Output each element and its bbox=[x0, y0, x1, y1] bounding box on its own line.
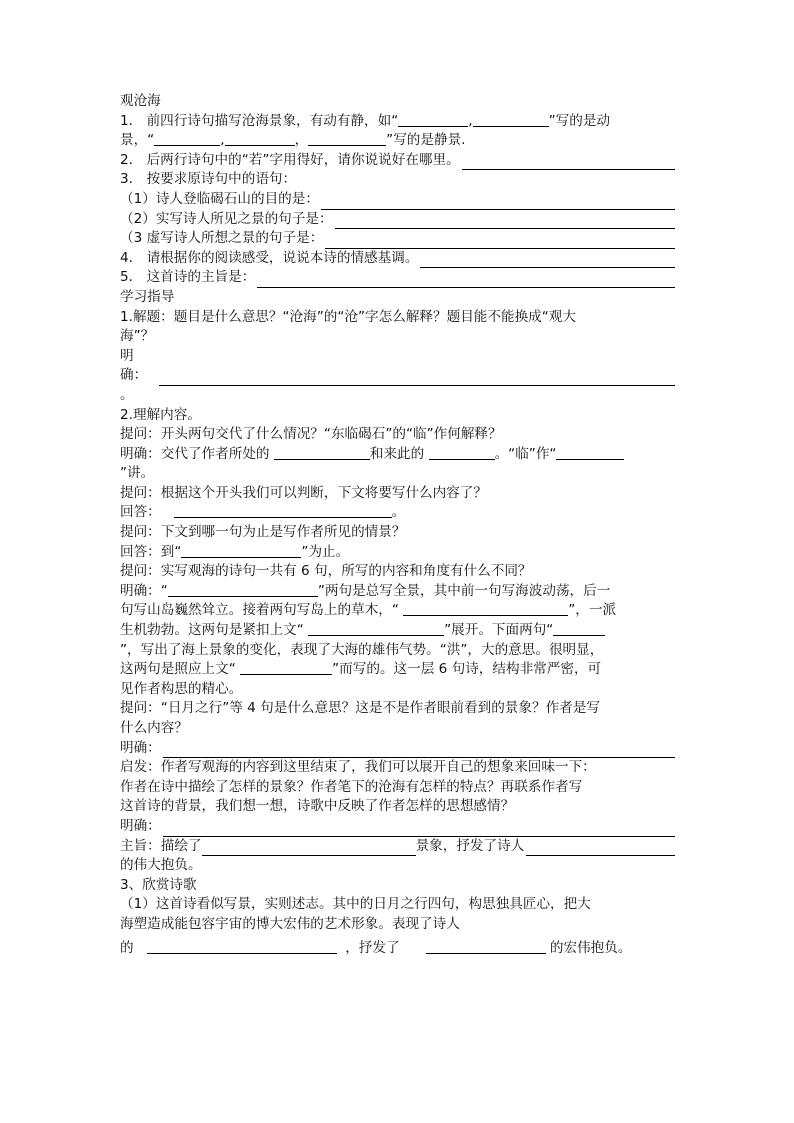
guide-1-line-2: 海”？ bbox=[120, 328, 155, 345]
answer-blank[interactable] bbox=[321, 195, 675, 210]
appreciate-line-3: 的 ，抒发了 的宏伟抱负。 bbox=[120, 939, 632, 956]
blank[interactable] bbox=[429, 445, 495, 460]
ask-5-line-1: 提问：“日月之行”等 4 句是什么意思？这是不是作者眼前看到的景象？作者是写 bbox=[120, 700, 600, 717]
blank[interactable] bbox=[147, 939, 337, 954]
hint-line-3: 这首诗的背景，我们想一想，诗歌中反映了作者怎样的思想感情？ bbox=[120, 798, 515, 815]
blank[interactable] bbox=[426, 939, 546, 954]
ask-5-line-2: 什么内容？ bbox=[120, 720, 188, 736]
guide-1-line-3: 明 bbox=[120, 347, 134, 364]
blank[interactable] bbox=[473, 112, 549, 127]
answer-3: 回答：到“ ”为止。 bbox=[120, 543, 350, 560]
appreciate-line-1: （1）这首诗看似写景，实则述志。其中的日月之行四句，构思独具匠心，把大 bbox=[120, 896, 591, 913]
answer-4-line-6: 见作者构思的精心。 bbox=[120, 680, 243, 697]
question-3-2: （2）实写诗人所见之景的句子是： bbox=[120, 210, 675, 230]
answer-blank[interactable] bbox=[159, 371, 675, 386]
question-3-1: （1）诗人登临碣石山的目的是： bbox=[120, 190, 675, 210]
answer-4-line-5: 这两句是照应上文“ ”而写的。这一层 6 句诗，结构非常严密，可 bbox=[120, 661, 602, 678]
section-heading-content: 2.理解内容。 bbox=[120, 406, 201, 423]
ask-1: 提问：开头两句交代了什么情况？“东临碣石”的“临”作何解释？ bbox=[120, 426, 502, 443]
ask-3: 提问：下文到哪一句为止是写作者所见的情景？ bbox=[120, 524, 406, 541]
answer-4-line-2: 句写山岛巍然耸立。接着两句写岛上的草木，“ ”，一派 bbox=[120, 602, 617, 619]
section-heading-guide: 学习指导 bbox=[120, 288, 175, 305]
guide-1-answer: 确： bbox=[120, 366, 675, 386]
blank[interactable] bbox=[168, 582, 318, 597]
worksheet bbox=[120, 92, 675, 958]
blank[interactable] bbox=[202, 841, 416, 856]
answer-blank[interactable] bbox=[163, 822, 675, 837]
blank[interactable] bbox=[553, 621, 605, 636]
answer-blank[interactable] bbox=[335, 214, 675, 229]
blank[interactable] bbox=[308, 621, 444, 636]
answer-blank[interactable] bbox=[325, 234, 675, 249]
answer-blank[interactable] bbox=[163, 743, 675, 758]
blank[interactable] bbox=[556, 445, 624, 460]
ask-4: 提问：实写观海的诗句一共有 6 句，所写的内容和角度有什么不同？ bbox=[120, 563, 532, 580]
answer-2: 回答： 。 bbox=[120, 504, 406, 521]
question-4: 4． 请根据你的阅读感受，说说本诗的情感基调。 bbox=[120, 249, 675, 269]
worksheet-title: 观沧海 bbox=[120, 93, 161, 109]
answer-4-line-1: 明确：“ ”两句是总写全景，其中前一句写海波动荡，后一 bbox=[120, 582, 611, 599]
blank[interactable] bbox=[240, 660, 332, 675]
ask-2: 提问：根据这个开头我们可以判断，下文将要写什么内容了？ bbox=[120, 484, 488, 501]
hint-line-2: 作者在诗中描绘了怎样的景象？作者笔下的沧海有怎样的特点？再联系作者写 bbox=[120, 778, 583, 795]
answer-blank[interactable] bbox=[462, 155, 675, 170]
blank[interactable] bbox=[154, 131, 220, 146]
section-heading-appreciate: 3、欣赏诗歌 bbox=[120, 876, 197, 893]
question-2: 2． 后两行诗句中的“若”字用得好，请你说说好在哪里。 bbox=[120, 151, 675, 171]
appreciate-line-2: 海塑造成能包容宇宙的博大宏伟的艺术形象。表现了诗人 bbox=[120, 915, 460, 932]
answer-blank[interactable] bbox=[420, 253, 675, 268]
question-5: 5． 这首诗的主旨是： bbox=[120, 268, 675, 288]
blank[interactable] bbox=[308, 131, 386, 146]
answer-blank[interactable] bbox=[257, 273, 675, 288]
blank[interactable] bbox=[398, 112, 468, 127]
blank[interactable] bbox=[403, 601, 568, 616]
answer-1-end: ”讲。 bbox=[120, 465, 155, 482]
answer-1: 明确：交代了作者所处的 和来此的 。“临”作“ bbox=[120, 445, 675, 465]
blank[interactable] bbox=[174, 503, 392, 518]
guide-1-end: 。 bbox=[120, 386, 134, 403]
question-1-line-2: 景，“ , ， ”写的是静景. bbox=[120, 132, 466, 149]
answer-6: 明确： bbox=[120, 817, 675, 837]
theme-line: 主旨：描绘了 景象，抒发了诗人 bbox=[120, 837, 675, 857]
question-3: 3． 按要求原诗句中的语句： bbox=[120, 171, 297, 188]
theme-end: 的伟大抱负。 bbox=[120, 857, 202, 874]
blank[interactable] bbox=[274, 445, 370, 460]
question-1-line-1: 1． 前四行诗句描写沧海景象，有动有静，如“ , ”写的是动 bbox=[120, 112, 611, 129]
answer-5: 明确： bbox=[120, 739, 675, 759]
guide-1-line-1: 1.解题：题目是什么意思？“沧海”的“沧”字怎么解释？题目能不能换成“观大 bbox=[120, 308, 576, 325]
hint-line-1: 启发：作者写观海的内容到这里结束了，我们可以展开自己的想象来回味一下： bbox=[120, 759, 596, 776]
answer-4-line-4: ”，写出了海上景象的变化，表现了大海的雄伟气势。“洪”，大的意思。很明显， bbox=[120, 641, 604, 658]
answer-4-line-3: 生机勃勃。这两句是紧扣上文“ ”展开。下面两句“ bbox=[120, 621, 675, 641]
answer-blank[interactable] bbox=[526, 841, 675, 856]
blank[interactable] bbox=[225, 131, 295, 146]
question-3-3: （3 虚写诗人所想之景的句子是： bbox=[120, 229, 675, 249]
blank[interactable] bbox=[181, 543, 301, 558]
